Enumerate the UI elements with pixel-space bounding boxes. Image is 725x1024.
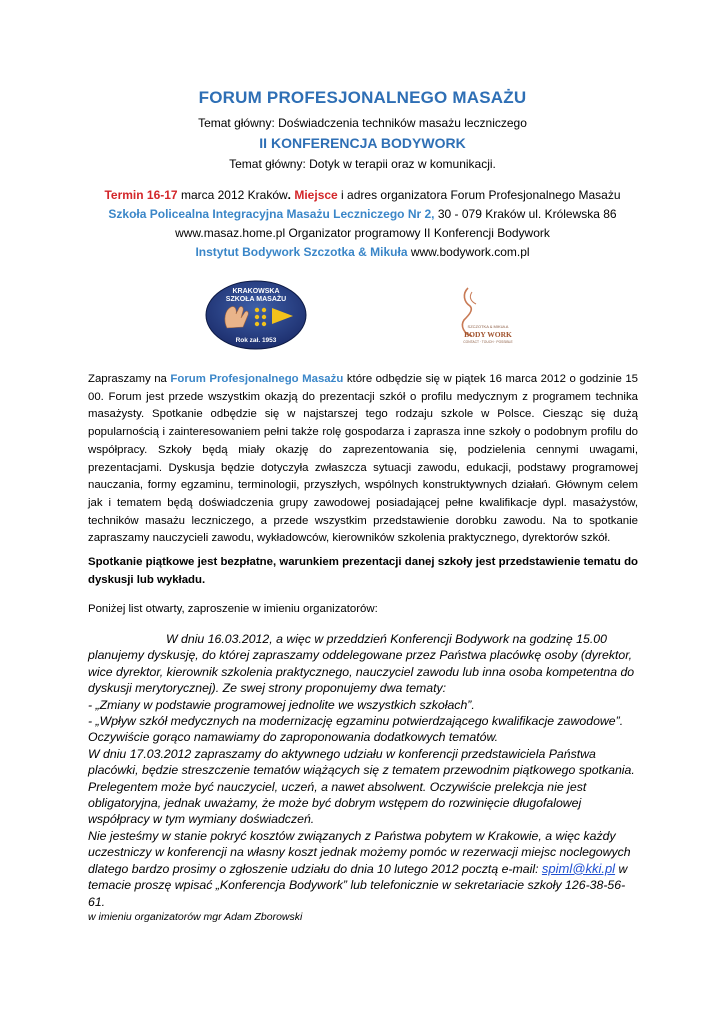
email-link[interactable]: spiml@kki.pl <box>541 860 616 876</box>
termin-date: marca 2012 Kraków <box>177 188 288 202</box>
letter-paragraph-2: W dniu 17.03.2012 zapraszamy do aktywnego udziału w konferencji przedstawiciela Państwa placówki, będzie streszczenie tematów wiążących się z tematem przewodnim piątkowego spotkania. Prelegentem może być nauczyciel, uczeń, a nawet absolwent. Oczywiście prelekcja nie jest obligatoryjna, jednak uważamy, że może być dobrym wstępem do rozwinięcie długofalowej współpracy w tym wymiany doświadczeń. <box>88 746 635 827</box>
conference-subtitle: Temat główny: Dotyk w terapii oraz w komunikacji. <box>229 157 496 171</box>
open-letter-intro: Poniżej list otwarty, zaproszenie w imieniu organizatorów: <box>88 603 378 615</box>
conference-title: II KONFERENCJA BODYWORK <box>259 135 466 151</box>
institute-name: Instytut Bodywork Szczotka & Mikuła <box>195 245 408 259</box>
institute-www: www.bodywork.com.pl <box>407 245 530 259</box>
school-address: 30 - 079 Kraków ul. Królewska 86 <box>434 207 617 221</box>
logo-text-top: KRAKOWSKA <box>232 288 280 295</box>
letter-paragraph-1: W dniu 16.03.2012, a więc w przeddzień Konferencji Bodywork na godzinę 15.00 planujemy dyskusję, do której zapraszamy oddelegowane przez Państwa placówkę osoby (dyrektor, wice dyrektor, kierownik szkolenia praktycznego, nauczyciel zawodu lub inna osoba kompetentna do dyskusji merytorycznej). Ze swej strony proponujemy dwa tematy: <box>88 632 635 696</box>
bodywork-sub-text: CONTACT · TOUCH · POSSIBLE <box>463 340 513 344</box>
school-name: Szkoła Policealna Integracyjna Masażu Leczniczego Nr 2, <box>108 207 435 221</box>
free-meeting-note: Spotkanie piątkowe jest bezpłatne, warunkiem prezentacji danej szkoły jest przedstawienie tematu do dyskusji lub wykładu. <box>88 556 638 586</box>
forum-link-text: Forum Profesjonalnego Masażu <box>170 373 344 385</box>
letter-extra-topics: Oczywiście gorąco namawiamy do zaproponowania dodatkowych tematów. <box>88 730 499 745</box>
miejsce-label: Miejsce <box>291 188 338 202</box>
letter-topic-2: - „Wpływ szkół medycznych na modernizację egzaminu potwierdzającego kwalifikacje zawodowe”. <box>88 714 624 729</box>
letter-paragraph-3: Nie jesteśmy w stanie pokryć kosztów związanych z Państwa pobytem w Krakowie, a więc każdy uczestniczy w konferencji na własny koszt jednak możemy pomóc w rezerwacji miejsc noclegowych dlatego bardzo prosimy o zgłoszenie udziału do dnia 10 lutego 2012 pocztą e-mail: spiml@kki.pl w temacie proszę wpisać „Konferencja Bodywork” lub telefonicznie w sekretariacie szkoły 126-38-56-61. <box>88 828 631 909</box>
organizer-line: www.masaz.home.pl Organizator programowy II Konferencji Bodywork <box>175 226 550 240</box>
termin-label: Termin 16-17 <box>104 188 178 202</box>
dot: . <box>287 188 292 202</box>
logo-text-mid: SZKOŁA MASAŻU <box>225 296 287 303</box>
bodywork-top-text: SZCZOTKA & MIKUŁA <box>467 324 509 329</box>
letter-topic-1: - „Zmiany w podstawie programowej jednolite we wszystkich szkołach”. <box>88 697 475 712</box>
signature: w imieniu organizatorów mgr Adam Zborowski <box>88 911 303 923</box>
krakowska-szkola-logo <box>205 280 307 350</box>
logos-row <box>0 280 725 360</box>
forum-subtitle: Temat główny: Doświadczenia techników masażu leczniczego <box>198 116 527 130</box>
bodywork-logo <box>446 284 516 350</box>
page-title: FORUM PROFESJONALNEGO MASAŻU <box>198 88 527 107</box>
open-letter <box>88 631 640 910</box>
bodywork-main-text: BODY WORK <box>464 330 512 339</box>
miejsce-text: i adres organizatora Forum Profesjonalnego Masażu <box>337 188 621 202</box>
logo-text-bottom: Rok zał. 1953 <box>235 337 277 344</box>
intro-paragraph: Zapraszamy na Forum Profesjonalnego Masażu które odbędzie się w piątek 16 marca 2012 o godzinie 15 00. Forum jest przede wszystkim okazją do prezentacji szkół o profilu medycznym z programem technika masażysty. Spotkanie odbędzie się w najstarszej tego rodzaju szkole w Polsce. Ciesząc się dużą popularnością i zainteresowaniem pełni także rolę gospodarza i zaprasza inne szkoły o podobnym profilu do współpracy. Szkoły będą miały okazję do zaprezentowania się, podzielenia cennymi uwagami, prezentacjami. Dyskusja będzie dotyczyła zwłaszcza sytuacji zawodu, edukacji, podstawy programowej nauczania, formy egzaminu, terminologii, przyszłych, wspólnych konstruktywnych działań. Głównym celem jak i tematem będą doświadczenia grupy zawodowej posiadającej pełne kwalifikacje dypl. masażystów, techników masażu leczniczego, a przede wszystkim przedstawienie dorobku zawodu. Na to spotkanie zapraszamy nauczycieli zawodu, wykładowców, kierowników szkolenia praktycznego, dyrektorów szkół. <box>88 373 638 545</box>
event-info <box>60 186 665 262</box>
